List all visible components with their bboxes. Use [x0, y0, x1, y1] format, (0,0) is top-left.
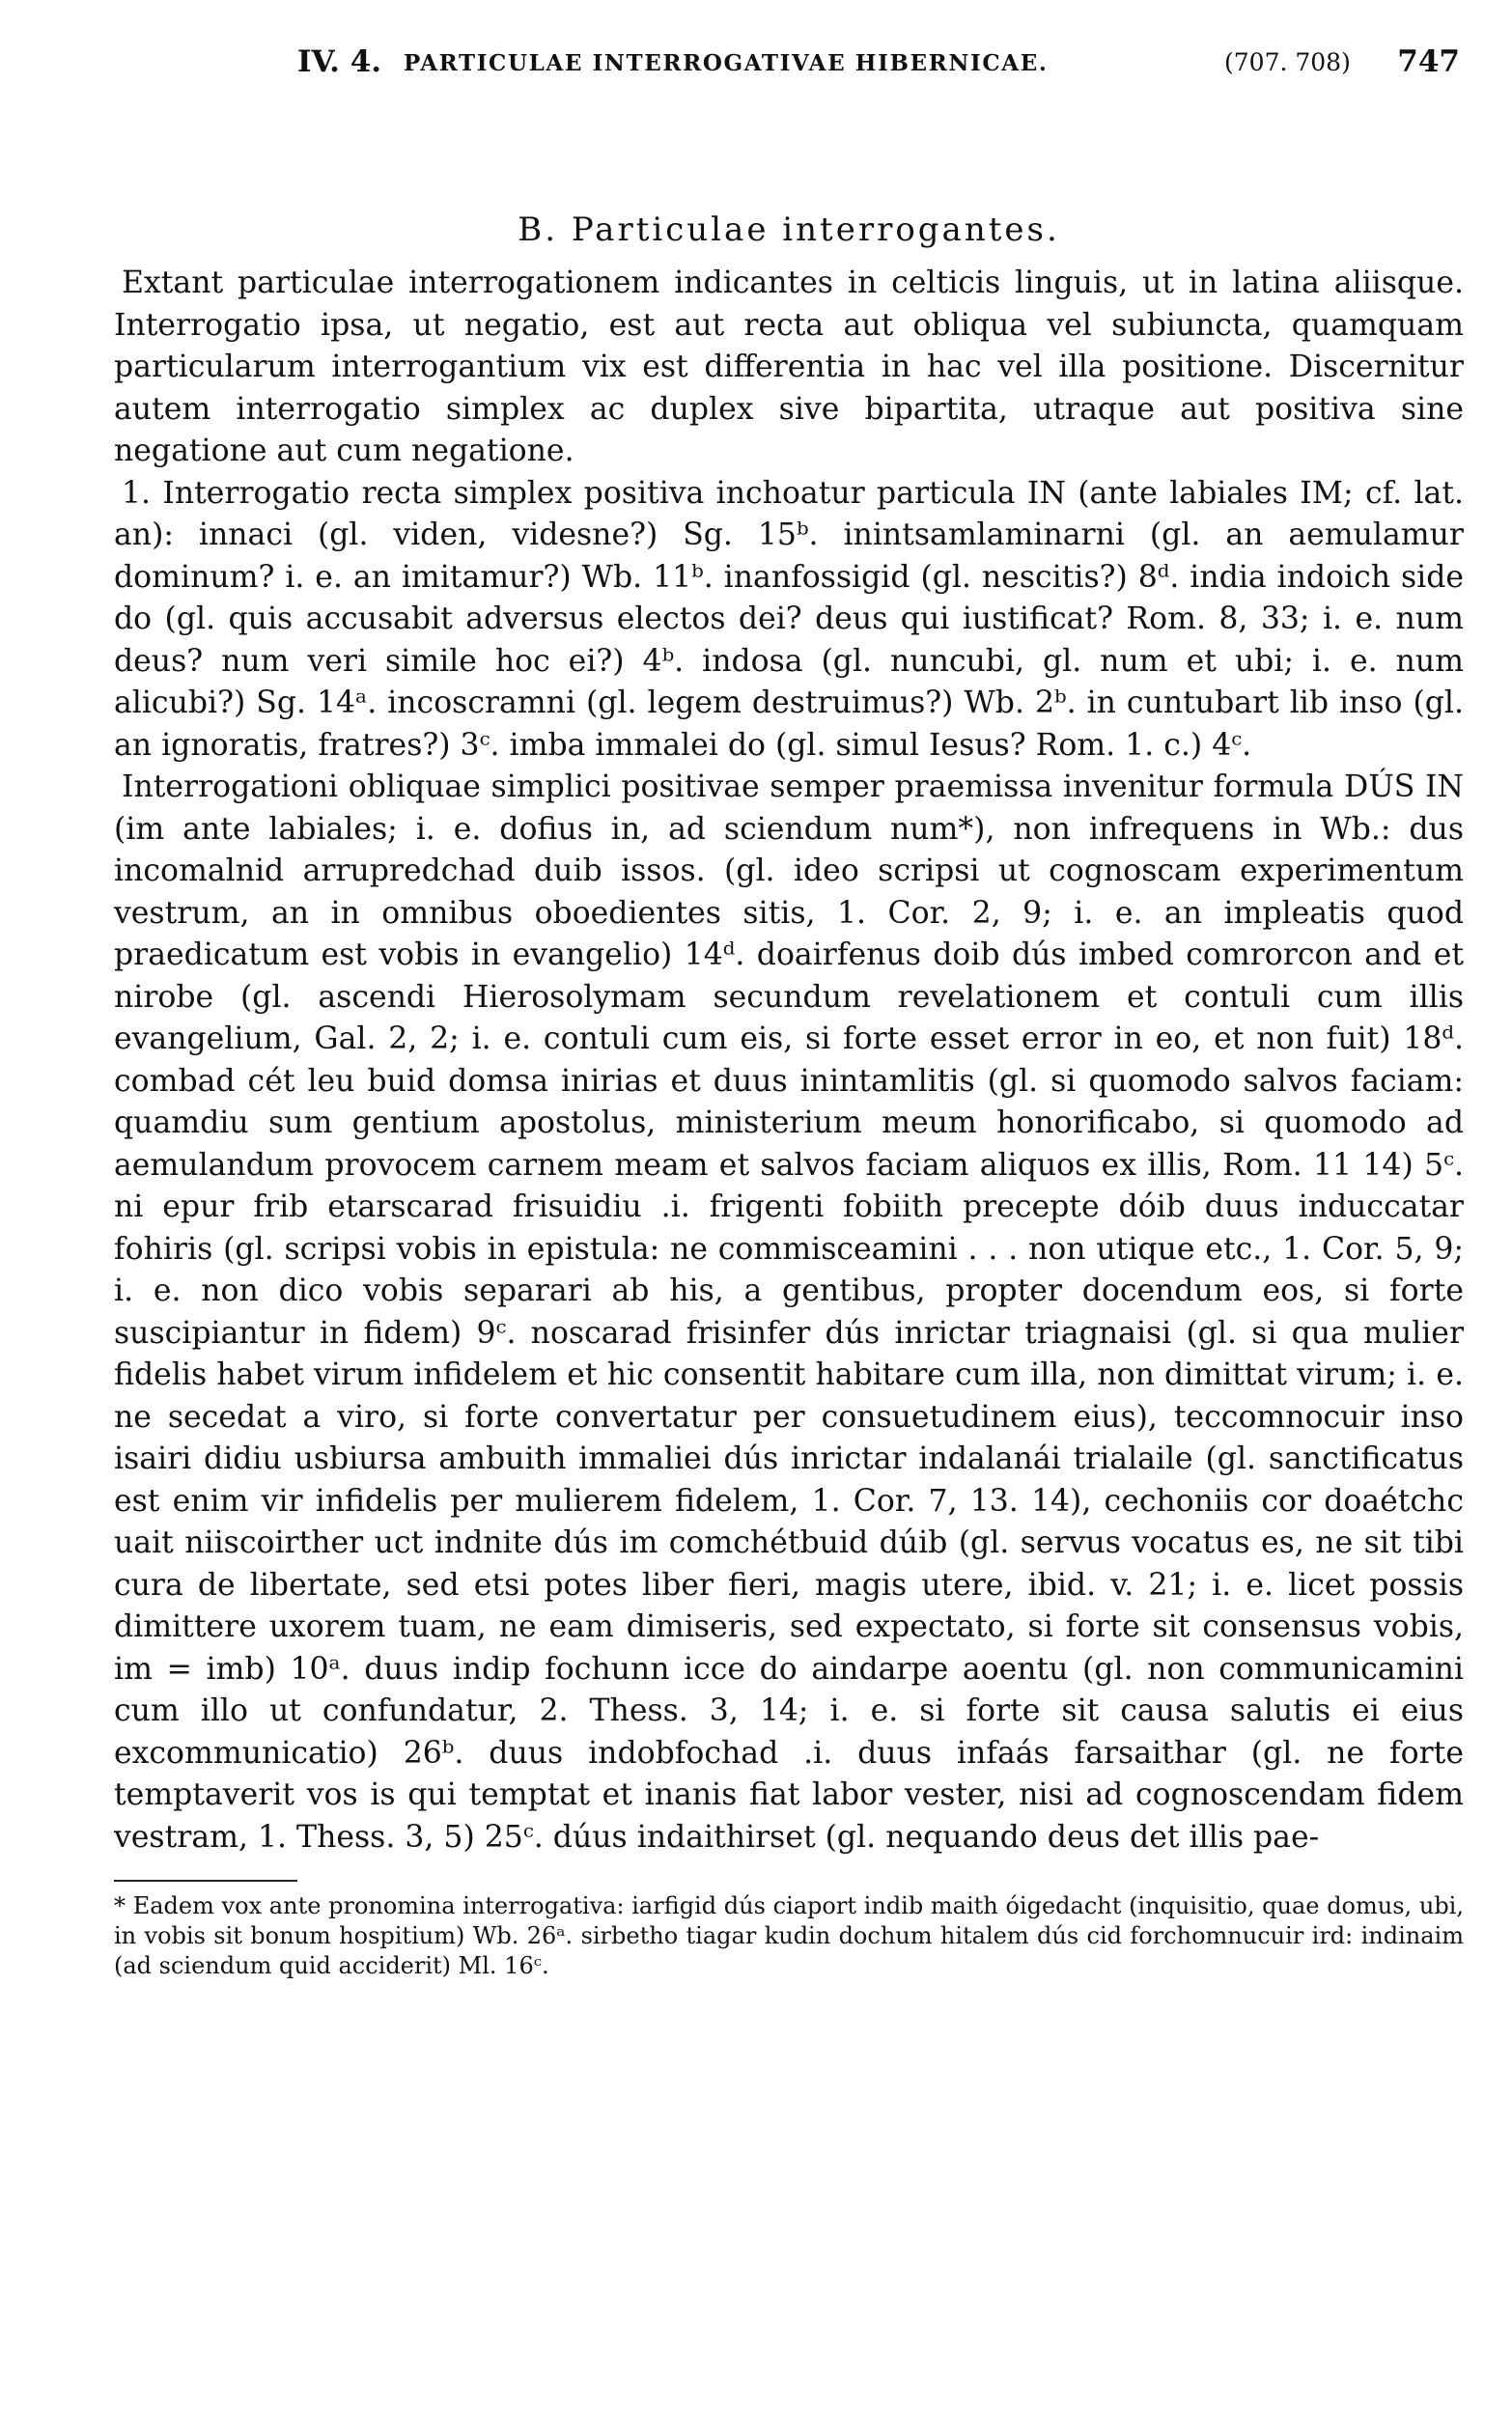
- page: [114, 39, 1464, 1981]
- running-head: [114, 39, 1464, 93]
- section-number: IV. 4.: [297, 44, 382, 79]
- paragraph-recta: 1. Interrogatio recta simplex positiva inchoatur particula IN (ante labiales IM; cf. lat. an): innaci (gl. viden, videsne?) Sg. 15ᵇ. inintsamlaminarni (gl. an aemulamur dominum? i. e. an imitamur?) Wb. 11ᵇ. inanfossigid (gl. nescitis?) 8ᵈ. india indoich side do (gl. quis accusabit adversus electos dei? deus qui iustificat? Rom. 8, 33; i. e. num deus? num veri simile hoc ei?) 4ᵇ. indosa (gl. nuncubi, gl. num et ubi; i. e. num alicubi?) Sg. 14ᵃ. incoscramni (gl. legem destruimus?) Wb. 2ᵇ. in cuntubart lib inso (gl. an ignoratis, fratres?) 3ᶜ. imba immalei do (gl. simul Iesus? Rom. 1. c.) 4ᶜ.: [114, 475, 1464, 763]
- paragraph-obliqua: Interrogationi obliquae simplici positivae semper praemissa invenitur formula DÚS IN (im ante labiales; i. e. dofius in, ad sciendum num*), non infrequens in Wb.: dus incomalnid arrupredchad duib issos. (gl. ideo scripsi ut cognoscam experimentum vestrum, an in omnibus oboedientes sitis, 1. Cor. 2, 9; i. e. an impleatis quod praedicatum est vobis in evangelio) 14ᵈ. doairfenus doib dús imbed comrorcon and et nirobe (gl. ascendi Hierosolymam secundum revelationem et contuli cum illis evangelium, Gal. 2, 2; i. e. contuli cum eis, si forte esset error in eo, et non fuit) 18ᵈ. combad cét leu buid domsa inirias et duus inintamlitis (gl. si quomodo salvos faciam: quamdiu sum gentium apostolus, ministerium meum honorificabo, si quomodo ad aemulandum provocem carnem meam et salvos faciam aliquos ex illis, Rom. 11 14) 5ᶜ. ni epur frib etarscarad frisuidiu .i. frigenti fobiith precepte dóib duus induccatar fohiris (gl. scripsi vobis in epistula: ne commisceamini . . . non utique etc., 1. Cor. 5, 9; i. e. non dico vobis separari ab his, a gentibus, propter docendum eos, si forte suscipiantur in fidem) 9ᶜ. noscarad frisinfer dús inrictar triagnaisi (gl. si qua mulier fidelis habet virum infidelem et hic consentit habitare cum illa, non dimittat virum; i. e. ne secedat a viro, si forte convertatur per consuetudinem eius), teccomnocuir inso isairi didiu usbiursa ambuith immaliei dús inrictar indalanái trialaile (gl. sanctificatus est enim vir infidelis per mulierem fidelem, 1. Cor. 7, 13. 14), cechoniis cor doaétchc uait niiscoirther uct indnite dús im comchétbuid dúib (gl. servus vocatus es, ne sit tibi cura de libertate, sed etsi potes liber fieri, magis utere, ibid. v. 21; i. e. licet possis dimittere uxorem tuam, ne eam dimiseris, sed expectato, si forte sit consensus vobis, im = imb) 10ᵃ. duus indip fochunn icce do aindarpe aoentu (gl. non communicamini cum illo ut confundatur, 2. Thess. 3, 14; i. e. si forte sit causa salutis ei eius excommunicatio) 26ᵇ. duus indobfochad .i. duus infaás farsaithar (gl. ne forte temptaverit vos is qui temptat et inanis fiat labor vester, nisi ad cognoscendam fidem vestram, 1. Thess. 3, 5) 25ᶜ. dúus indaithirset (gl. nequando deus det illis pae-: [114, 769, 1464, 1855]
- page-number: 747: [1397, 44, 1460, 79]
- column-numbers: (707. 708): [1224, 48, 1351, 76]
- footnote: * Eadem vox ante pronomina interrogativa: iarfigid dús ciaport indib maith óigedacht (inquisitio, quae domus, ubi, in vobis sit bonum hospitium) Wb. 26ᵃ. sirbetho tiagar kudin dochum hitalem dús cid forchomnucuir ird: indinaim (ad sciendum quid acciderit) Ml. 16ᶜ.: [114, 1892, 1464, 1979]
- footnote-divider: [114, 1880, 297, 1882]
- paragraph-intro: Extant particulae interrogationem indicantes in celticis linguis, ut in latina aliisque. Interrogatio ipsa, ut negatio, est aut recta aut obliqua vel subiuncta, quamquam particularum interrogantium vix est differentia in hac vel illa positione. Discernitur autem interrogatio simplex ac duplex sive bipartita, utraque aut positiva sine negatione aut cum negatione.: [114, 266, 1464, 468]
- section-heading: B. Particulae interrogantes.: [518, 210, 1060, 249]
- running-title: PARTICULAE INTERROGATIVAE HIBERNICAE.: [404, 50, 1049, 76]
